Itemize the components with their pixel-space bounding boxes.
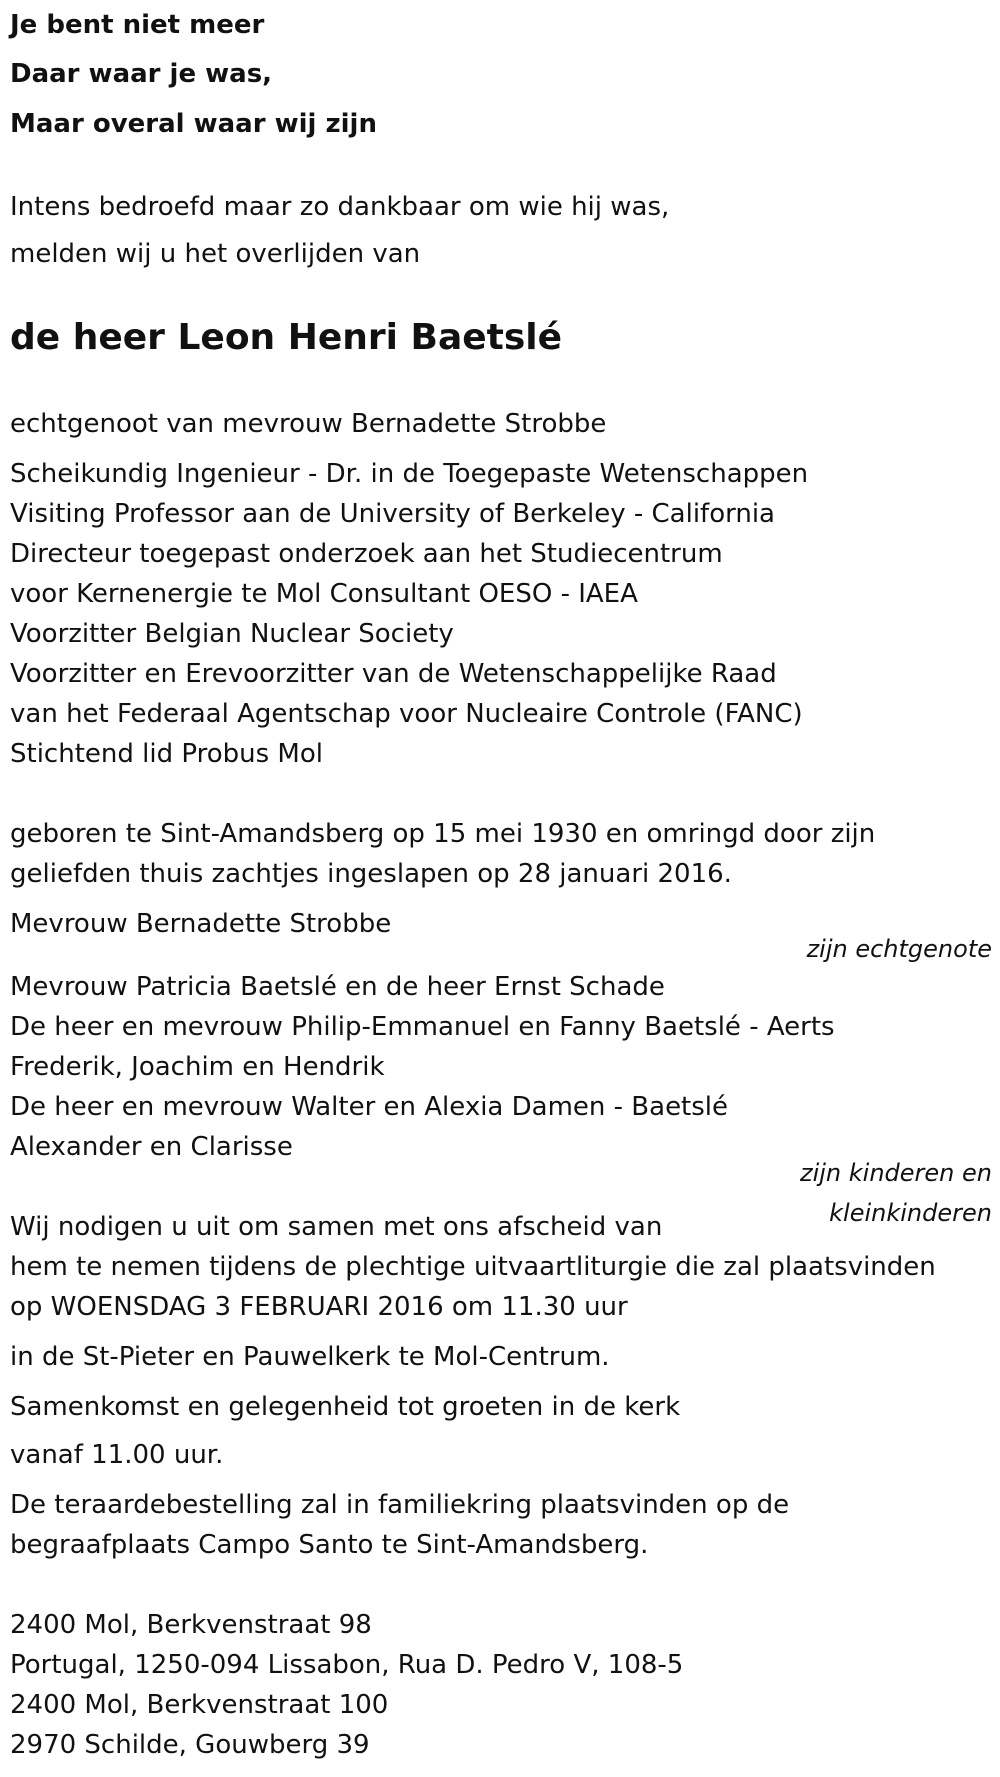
children-role-line-2: kleinkinderen — [829, 1199, 992, 1227]
spouse-role: zijn echtgenote — [806, 935, 992, 963]
title-line-3: Directeur toegepast onderzoek aan het Studiecentrum — [10, 539, 723, 569]
verse-line-3: Maar overal waar wij zijn — [10, 109, 377, 139]
burial-line-2: begraafplaats Campo Santo te Sint-Amandsberg. — [10, 1530, 649, 1560]
gathering-line-1: Samenkomst en gelegenheid tot groeten in de kerk — [10, 1392, 681, 1422]
title-line-2: Visiting Professor aan de University of Berkeley - California — [10, 499, 775, 529]
address-line-4: 2970 Schilde, Gouwberg 39 — [10, 1730, 370, 1760]
birth-death-line-1: geboren te Sint-Amandsberg op 15 mei 1930 en omringd door zijn — [10, 819, 876, 849]
title-line-6: Voorzitter en Erevoorzitter van de Wetenschappelijke Raad — [10, 659, 777, 689]
title-line-5: Voorzitter Belgian Nuclear Society — [10, 619, 454, 649]
spouse-name: Mevrouw Bernadette Strobbe — [10, 909, 392, 939]
invitation-line-2: hem te nemen tijdens de plechtige uitvaartliturgie die zal plaatsvinden — [10, 1252, 936, 1282]
burial-line-1: De teraardebestelling zal in familiekring plaatsvinden op de — [10, 1490, 790, 1520]
gathering-line-2: vanaf 11.00 uur. — [10, 1440, 224, 1470]
deceased-name: de heer Leon Henri Baetslé — [10, 317, 563, 358]
intro-line-2: melden wij u het overlijden van — [10, 239, 421, 269]
address-line-3: 2400 Mol, Berkvenstraat 100 — [10, 1690, 389, 1720]
invitation-line-3: op WOENSDAG 3 FEBRUARI 2016 om 11.30 uur — [10, 1292, 628, 1322]
title-line-1: Scheikundig Ingenieur - Dr. in de Toegepaste Wetenschappen — [10, 459, 809, 489]
address-line-1: 2400 Mol, Berkvenstraat 98 — [10, 1610, 372, 1640]
child-line-3: Frederik, Joachim en Hendrik — [10, 1052, 385, 1082]
child-line-1: Mevrouw Patricia Baetslé en de heer Ernst Schade — [10, 972, 665, 1002]
child-line-5: Alexander en Clarisse — [10, 1132, 293, 1162]
verse-line-1: Je bent niet meer — [10, 10, 265, 40]
child-line-4: De heer en mevrouw Walter en Alexia Damen - Baetslé — [10, 1092, 729, 1122]
children-role-line-1: zijn kinderen en — [800, 1159, 992, 1187]
address-line-2: Portugal, 1250-094 Lissabon, Rua D. Pedro V, 108-5 — [10, 1650, 684, 1680]
verse-line-2: Daar waar je was, — [10, 59, 273, 89]
invitation-line-1: Wij nodigen u uit om samen met ons afscheid van — [10, 1212, 663, 1242]
birth-death-line-2: geliefden thuis zachtjes ingeslapen op 28 januari 2016. — [10, 859, 732, 889]
child-line-2: De heer en mevrouw Philip-Emmanuel en Fanny Baetslé - Aerts — [10, 1012, 835, 1042]
title-line-4: voor Kernenergie te Mol Consultant OESO - IAEA — [10, 579, 638, 609]
title-line-7: van het Federaal Agentschap voor Nucleaire Controle (FANC) — [10, 699, 803, 729]
spouse-line: echtgenoot van mevrouw Bernadette Strobbe — [10, 409, 607, 439]
title-line-8: Stichtend lid Probus Mol — [10, 739, 323, 769]
church-line: in de St-Pieter en Pauwelkerk te Mol-Centrum. — [10, 1342, 610, 1372]
intro-line-1: Intens bedroefd maar zo dankbaar om wie hij was, — [10, 192, 670, 222]
